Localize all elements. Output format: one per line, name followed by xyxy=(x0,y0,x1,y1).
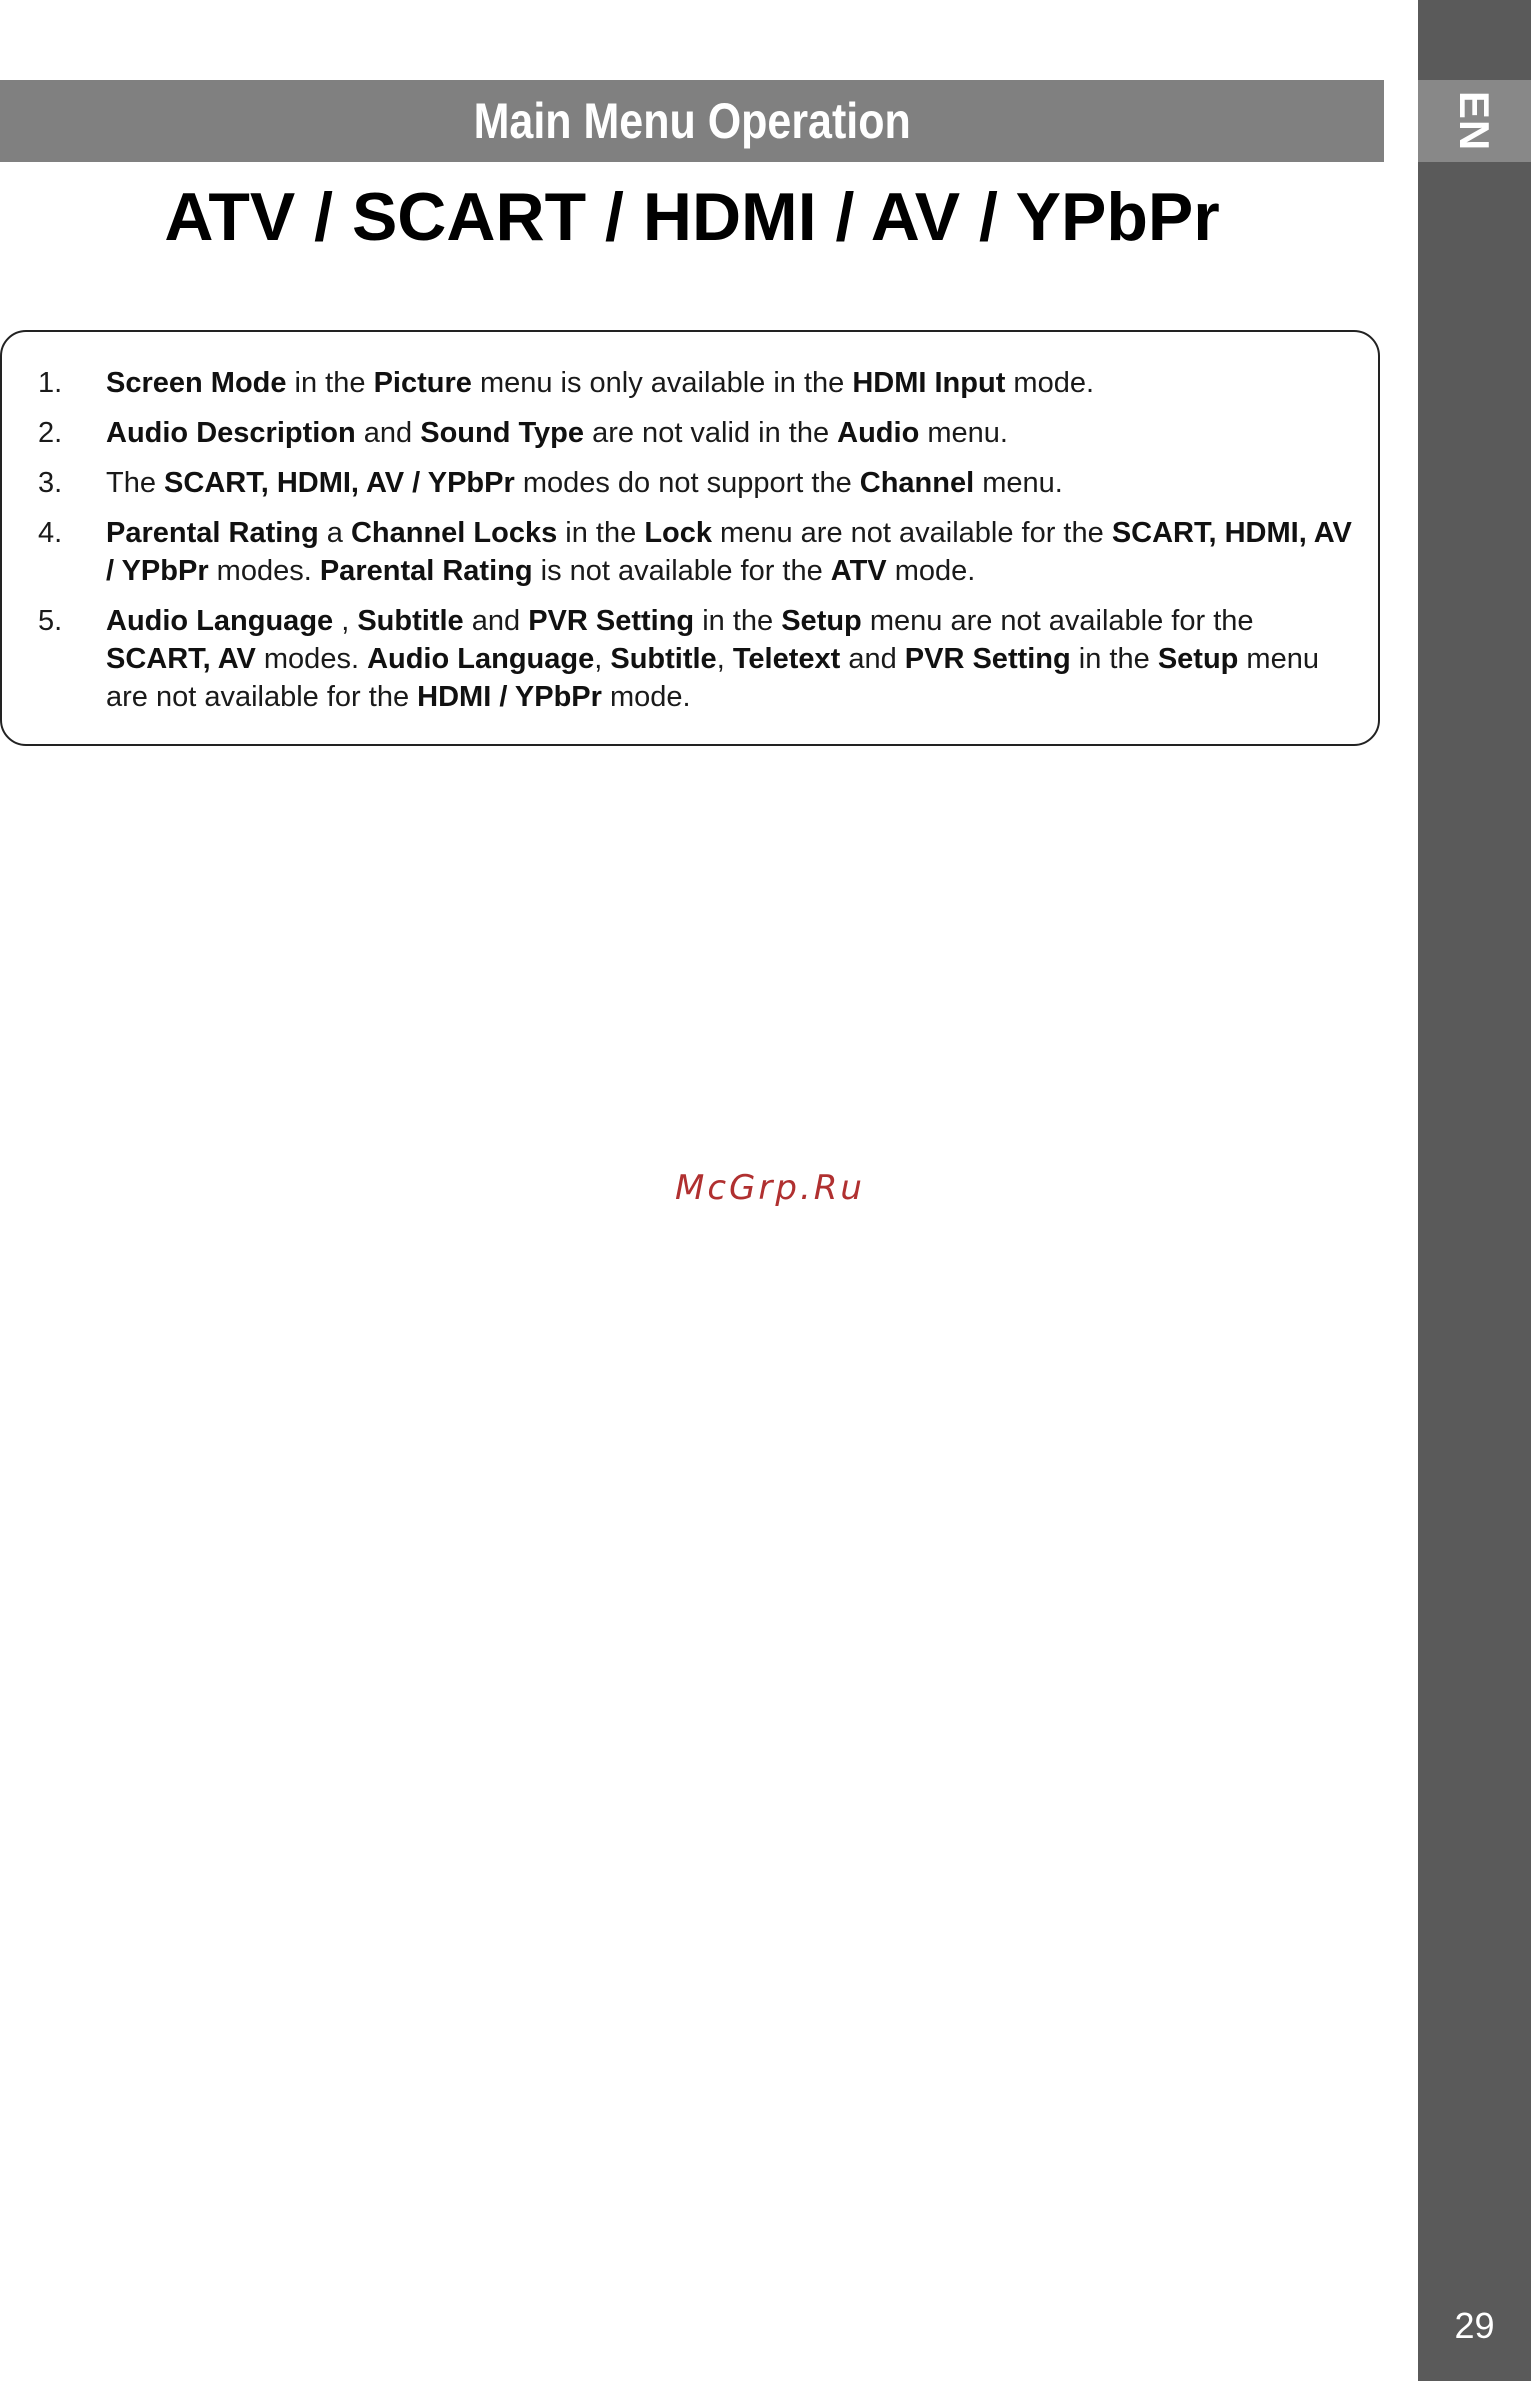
note-keyword: Teletext xyxy=(732,643,841,675)
note-keyword: PVR Setting xyxy=(904,643,1071,675)
note-keyword: Lock xyxy=(644,517,712,549)
note-keyword: Audio Description xyxy=(106,417,356,449)
note-number: 3. xyxy=(38,467,63,499)
notes-box xyxy=(0,330,1380,746)
note-fragment: mode. xyxy=(601,681,691,713)
watermark-text: McGrp.Ru xyxy=(675,1168,865,1208)
note-text xyxy=(106,364,1352,402)
note-keyword: ATV xyxy=(830,555,887,587)
note-keyword: Setup xyxy=(1157,643,1239,675)
note-keyword: Picture xyxy=(373,367,472,399)
note-fragment: The xyxy=(106,467,165,499)
note-keyword: Screen Mode xyxy=(106,367,287,399)
note-fragment: are not valid in the xyxy=(584,417,838,449)
note-number: 1. xyxy=(38,367,63,399)
note-keyword: HDMI / YPbPr xyxy=(417,681,602,713)
note-keyword: Subtitle xyxy=(610,643,717,675)
note-number: 2. xyxy=(38,417,63,449)
note-keyword: SCART, HDMI, AV / YPbPr xyxy=(106,517,1352,587)
note-keyword: Sound Type xyxy=(420,417,585,449)
note-keyword: Audio Language xyxy=(367,643,595,675)
note-fragment: and xyxy=(355,417,421,449)
note-keyword: Audio Language xyxy=(106,605,334,637)
note-fragment: menu are not available for the xyxy=(712,517,1112,549)
note-fragment: , xyxy=(716,643,733,675)
note-fragment: , xyxy=(594,643,611,675)
page-subtitle: ATV / SCART / HDMI / AV / YPbPr xyxy=(164,179,1220,255)
note-fragment: in the xyxy=(557,517,645,549)
note-fragment: modes. xyxy=(208,555,320,587)
note-keyword: Subtitle xyxy=(357,605,464,637)
note-number: 4. xyxy=(38,517,63,549)
note-text xyxy=(106,414,1352,452)
note-fragment: modes. xyxy=(255,643,368,675)
note-fragment: in the xyxy=(286,367,374,399)
note-fragment: and xyxy=(463,605,529,637)
note-keyword: PVR Setting xyxy=(528,605,695,637)
note-keyword: Channel xyxy=(859,467,975,499)
language-tab xyxy=(1418,80,1531,162)
note-text xyxy=(106,602,1352,716)
note-number: 5. xyxy=(38,605,63,637)
header-banner xyxy=(0,80,1384,162)
note-keyword: SCART, AV xyxy=(106,643,256,675)
page-title: Main Menu Operation xyxy=(473,93,911,149)
note-text xyxy=(106,464,1352,502)
note-fragment: menu are not available for the xyxy=(861,605,1254,637)
note-keyword: Audio xyxy=(837,417,920,449)
note-keyword: HDMI Input xyxy=(852,367,1006,399)
note-fragment: in the xyxy=(694,605,782,637)
note-fragment: menu. xyxy=(974,467,1063,499)
note-fragment: menu. xyxy=(919,417,1008,449)
page-number: 29 xyxy=(1454,2305,1495,2346)
note-fragment: is not available for the xyxy=(532,555,831,587)
note-fragment: , xyxy=(333,605,358,637)
note-fragment: mode. xyxy=(1005,367,1095,399)
note-keyword: SCART, HDMI, AV / YPbPr xyxy=(164,467,515,499)
note-fragment: a xyxy=(318,517,351,549)
note-fragment: menu are not available for the xyxy=(106,643,1319,713)
note-keyword: Parental Rating xyxy=(106,517,319,549)
note-fragment: menu is only available in the xyxy=(471,367,853,399)
note-keyword: Channel Locks xyxy=(350,517,558,549)
language-label: EN xyxy=(1451,90,1499,152)
note-text xyxy=(106,514,1352,590)
note-fragment: and xyxy=(840,643,905,675)
note-keyword: Parental Rating xyxy=(319,555,533,587)
note-keyword: Setup xyxy=(781,605,862,637)
note-fragment: modes do not support the xyxy=(514,467,860,499)
note-fragment: mode. xyxy=(886,555,976,587)
note-fragment: in the xyxy=(1070,643,1158,675)
